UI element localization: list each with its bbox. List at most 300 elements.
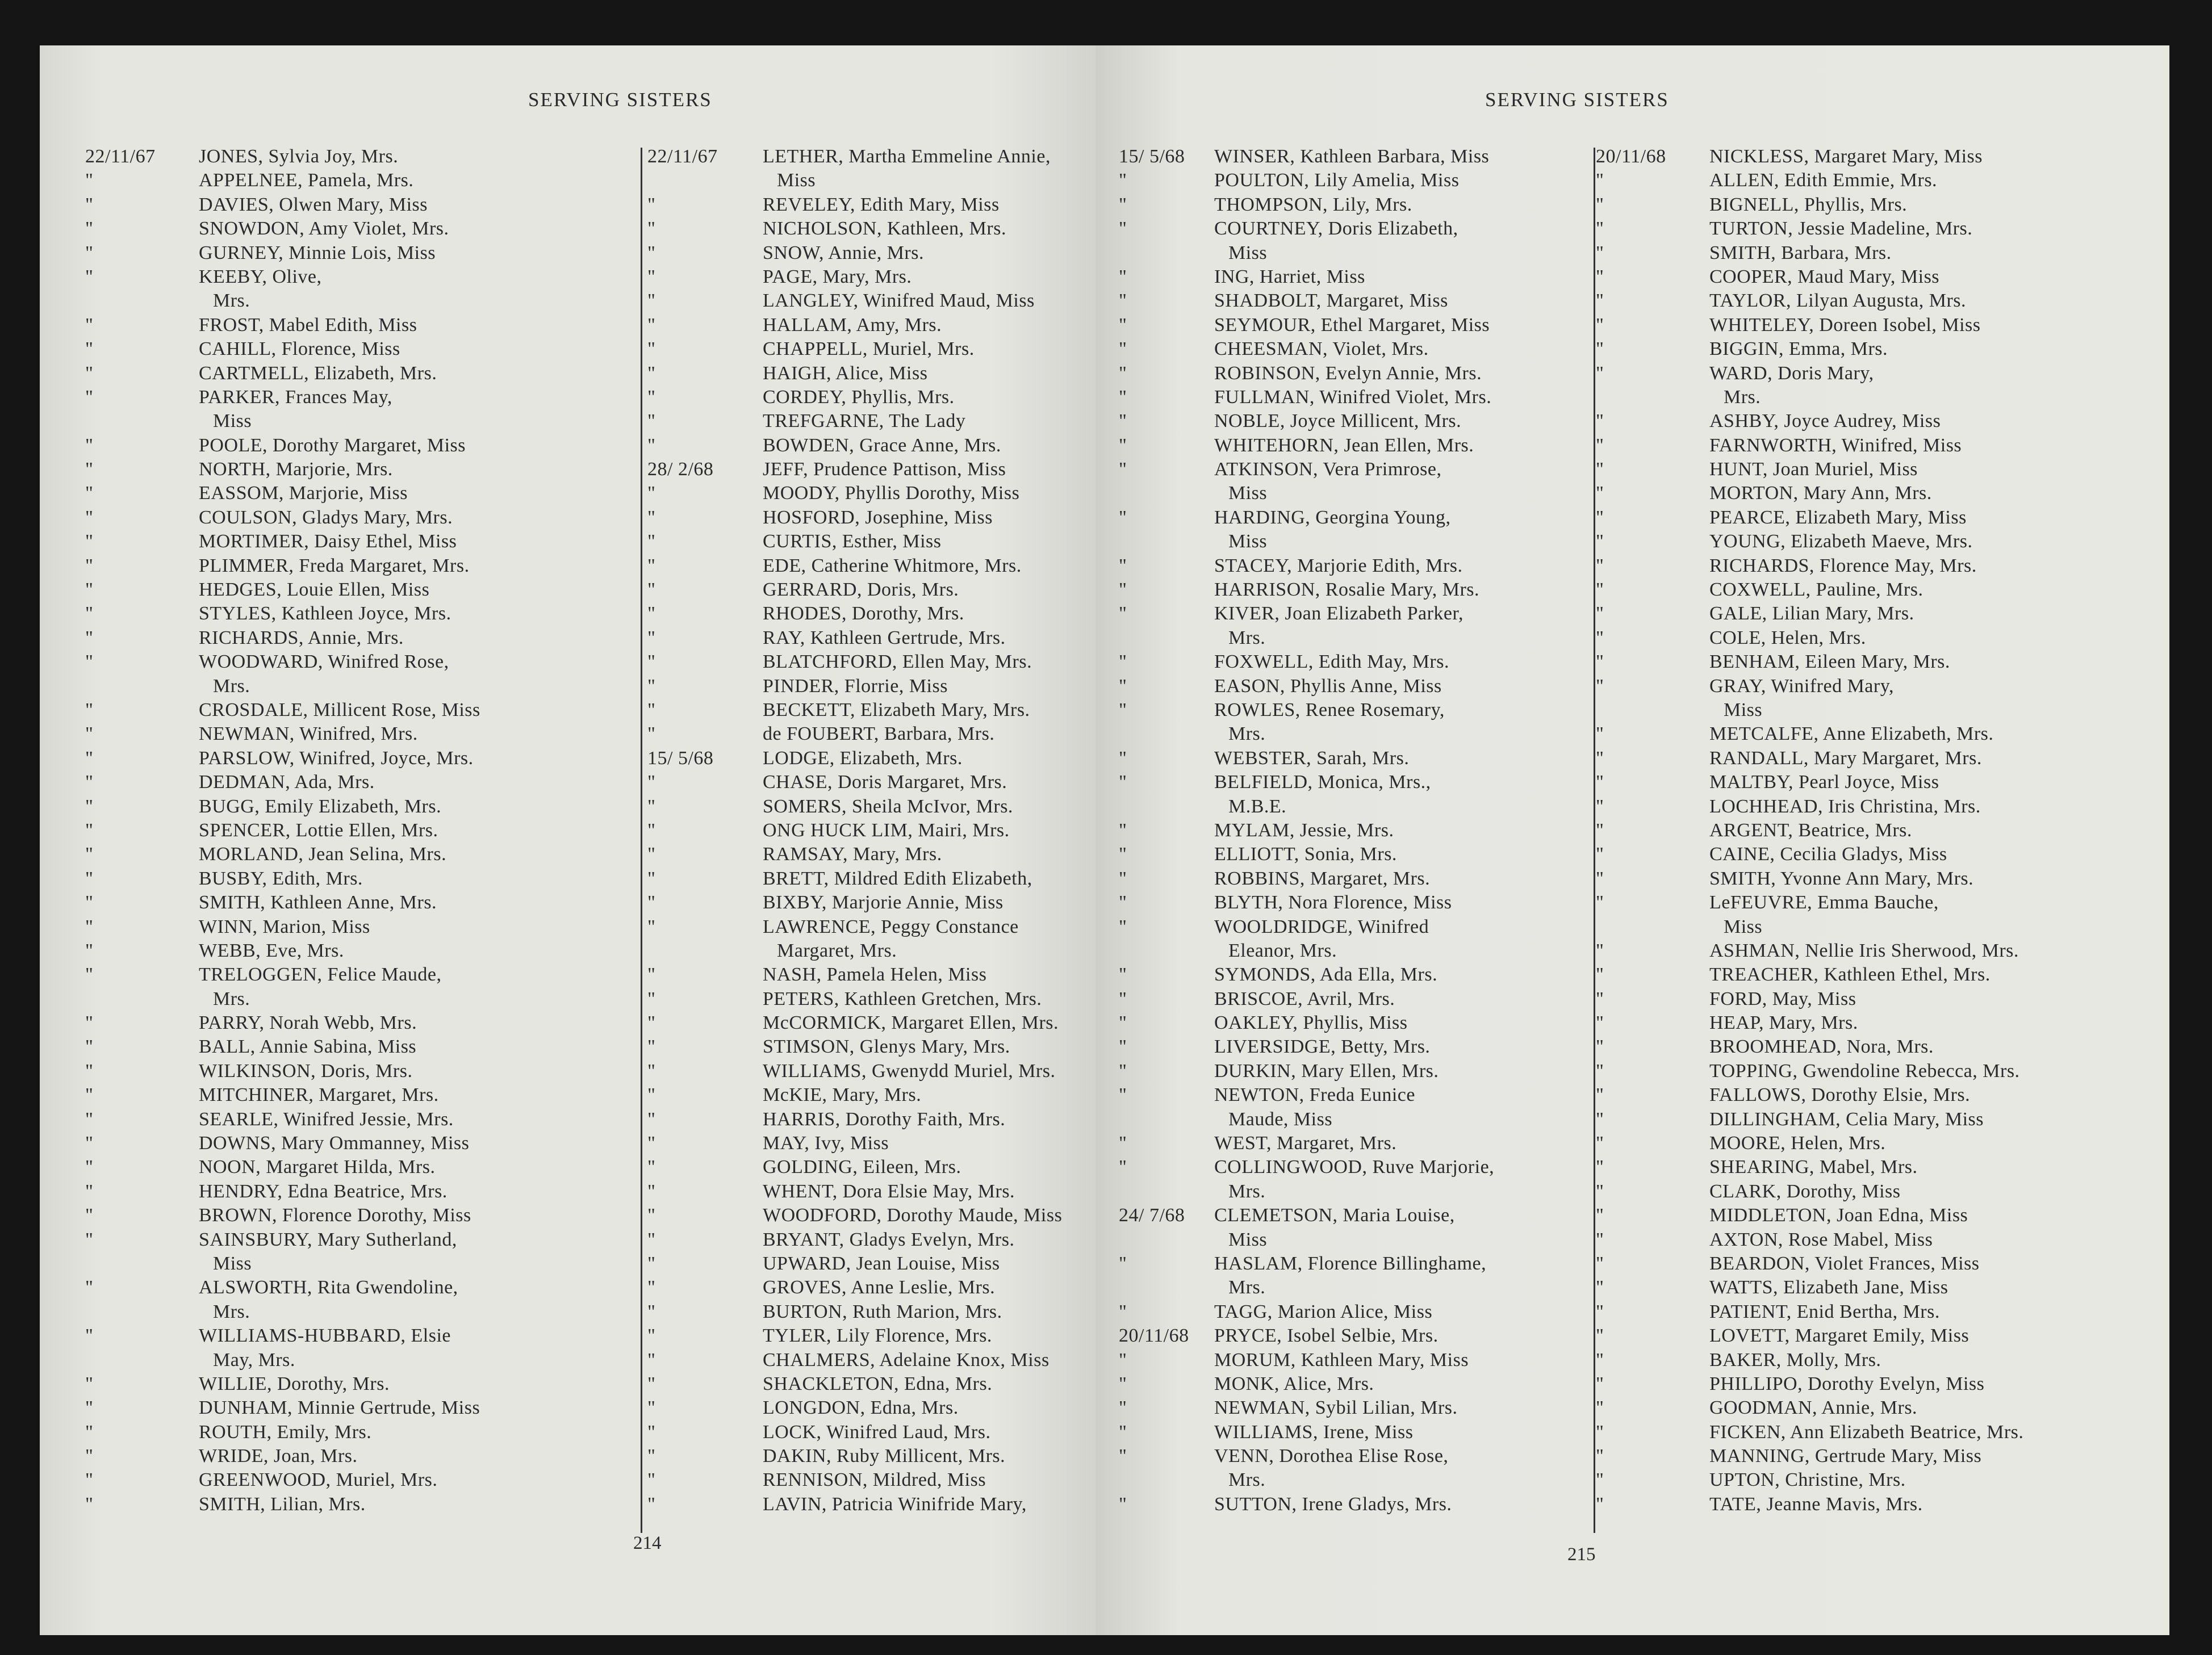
- entry-date: ": [85, 218, 94, 240]
- entry-continuation: Miss: [1228, 483, 1268, 504]
- entry-name: BENHAM, Eileen Mary, Mrs.: [1709, 651, 1950, 673]
- entry-date: ": [1119, 1036, 1127, 1058]
- entry-name: ING, Harriet, Miss: [1214, 266, 1365, 287]
- entry-name: McKIE, Mary, Mrs.: [763, 1084, 922, 1106]
- entry-date: ": [1119, 170, 1127, 191]
- entry-name: WHITEHORN, Jean Ellen, Mrs.: [1214, 434, 1474, 456]
- entry-date: ": [1119, 194, 1127, 215]
- entry-date: 20/11/68: [1119, 1325, 1189, 1347]
- entry-date: ": [1596, 1180, 1604, 1202]
- entry-name: SAINSBURY, Mary Sutherland,: [199, 1229, 457, 1250]
- entry-date: ": [647, 1180, 656, 1202]
- entry-name: LAWRENCE, Peggy Constance: [763, 916, 1019, 937]
- entry-continuation: Miss: [1724, 916, 1763, 937]
- entry-name: BRETT, Mildred Edith Elizabeth,: [763, 868, 1032, 889]
- entry-date: ": [85, 964, 94, 986]
- entry-continuation: Eleanor, Mrs.: [1228, 940, 1337, 961]
- entry-date: ": [85, 1157, 94, 1178]
- entry-continuation: Mrs.: [1228, 723, 1266, 745]
- entry-name: GALE, Lilian Mary, Mrs.: [1709, 603, 1914, 625]
- entry-name: LOCHHEAD, Iris Christina, Mrs.: [1709, 795, 1981, 817]
- entry-name: WARD, Doris Mary,: [1709, 362, 1874, 384]
- entry-date: ": [1119, 1493, 1127, 1515]
- entry-name: APPELNEE, Pamela, Mrs.: [199, 170, 414, 191]
- entry-date: ": [85, 723, 94, 745]
- entry-name: VENN, Dorothea Elise Rose,: [1214, 1445, 1449, 1467]
- entry-name: TRELOGGEN, Felice Maude,: [199, 964, 442, 986]
- entry-name: WILLIAMS-HUBBARD, Elsie: [199, 1325, 451, 1347]
- entry-date: ": [1119, 675, 1127, 697]
- entry-date: ": [1596, 1012, 1604, 1034]
- entry-continuation: Miss: [213, 410, 252, 432]
- entry-date: ": [1596, 1108, 1604, 1130]
- entry-date: ": [1596, 675, 1604, 697]
- entry-name: DOWNS, Mary Ommanney, Miss: [199, 1133, 470, 1154]
- entry-date: ": [1596, 844, 1604, 865]
- entry-date: ": [1596, 651, 1604, 673]
- entry-date: ": [85, 603, 94, 625]
- entry-date: ": [1596, 1325, 1604, 1347]
- entry-date: ": [1596, 338, 1604, 360]
- entry-continuation: Maude, Miss: [1228, 1108, 1333, 1130]
- entry-name: BROWN, Florence Dorothy, Miss: [199, 1205, 471, 1226]
- entry-name: FARNWORTH, Winifred, Miss: [1709, 434, 1962, 456]
- entry-name: BIGNELL, Phyllis, Mrs.: [1709, 194, 1908, 215]
- entry-continuation: Mrs.: [1228, 1180, 1266, 1202]
- entry-date: ": [85, 699, 94, 720]
- entry-name: STIMSON, Glenys Mary, Mrs.: [763, 1036, 1010, 1058]
- entry-name: LeFEUVRE, Emma Bauche,: [1709, 892, 1939, 914]
- entry-name: BURTON, Ruth Marion, Mrs.: [763, 1301, 1002, 1322]
- entry-name: TREFGARNE, The Lady: [763, 410, 966, 432]
- entry-name: FALLOWS, Dorothy Elsie, Mrs.: [1709, 1084, 1971, 1106]
- entry-date: ": [1596, 819, 1604, 841]
- entry-name: BOWDEN, Grace Anne, Mrs.: [763, 434, 1001, 456]
- entry-name: PRYCE, Isobel Selbie, Mrs.: [1214, 1325, 1439, 1347]
- entry-name: RICHARDS, Annie, Mrs.: [199, 627, 404, 648]
- entry-date: ": [1119, 338, 1127, 360]
- entry-date: ": [85, 819, 94, 841]
- entry-date: ": [1596, 747, 1604, 769]
- entry-name: FOXWELL, Edith May, Mrs.: [1214, 651, 1449, 673]
- entry-date: ": [1119, 1445, 1127, 1467]
- entry-date: ": [647, 1012, 656, 1034]
- entry-date: ": [1596, 795, 1604, 817]
- entry-date: ": [85, 868, 94, 889]
- entry-date: ": [647, 434, 656, 456]
- entry-date: ": [1596, 892, 1604, 914]
- entry-name: CHEESMAN, Violet, Mrs.: [1214, 338, 1429, 360]
- entry-date: ": [647, 579, 656, 601]
- entry-date: ": [85, 1397, 94, 1419]
- entry-name: MOORE, Helen, Mrs.: [1709, 1133, 1886, 1154]
- entry-date: ": [647, 1397, 656, 1419]
- entry-date: ": [1596, 506, 1604, 528]
- entry-date: ": [85, 434, 94, 456]
- entry-date: ": [1119, 1157, 1127, 1178]
- entry-name: MYLAM, Jessie, Mrs.: [1214, 819, 1394, 841]
- left-page: [40, 45, 1096, 1635]
- entry-date: ": [1119, 290, 1127, 312]
- entry-name: OAKLEY, Phyllis, Miss: [1214, 1012, 1408, 1034]
- entry-date: ": [85, 844, 94, 865]
- entry-date: ": [1596, 868, 1604, 889]
- entry-date: ": [85, 1325, 94, 1347]
- entry-name: SHEARING, Mabel, Mrs.: [1709, 1157, 1918, 1178]
- entry-date: ": [1596, 314, 1604, 336]
- entry-date: ": [1119, 362, 1127, 384]
- entry-name: PARRY, Norah Webb, Mrs.: [199, 1012, 417, 1034]
- entry-name: BIXBY, Marjorie Annie, Miss: [763, 892, 1003, 914]
- entry-name: ROBBINS, Margaret, Mrs.: [1214, 868, 1431, 889]
- entry-name: HEAP, Mary, Mrs.: [1709, 1012, 1858, 1034]
- entry-name: LONGDON, Edna, Mrs.: [763, 1397, 959, 1419]
- entry-name: TURTON, Jessie Madeline, Mrs.: [1709, 218, 1973, 240]
- entry-date: ": [647, 506, 656, 528]
- entry-continuation: Miss: [213, 1252, 252, 1274]
- entry-name: TATE, Jeanne Mavis, Mrs.: [1709, 1493, 1923, 1515]
- entry-date: ": [1119, 964, 1127, 986]
- entry-name: ALSWORTH, Rita Gwendoline,: [199, 1277, 458, 1298]
- entry-date: 22/11/67: [85, 146, 156, 167]
- entry-name: HOSFORD, Josephine, Miss: [763, 506, 993, 528]
- column-rule: [1594, 148, 1595, 1533]
- entry-name: LOCK, Winifred Laud, Mrs.: [763, 1421, 991, 1443]
- entry-name: STYLES, Kathleen Joyce, Mrs.: [199, 603, 451, 625]
- entry-name: YOUNG, Elizabeth Maeve, Mrs.: [1709, 531, 1973, 552]
- entry-name: FORD, May, Miss: [1709, 988, 1856, 1009]
- entry-date: ": [85, 362, 94, 384]
- entry-name: CHASE, Doris Margaret, Mrs.: [763, 772, 1007, 793]
- entry-name: SMITH, Yvonne Ann Mary, Mrs.: [1709, 868, 1974, 889]
- entry-date: ": [647, 1373, 656, 1394]
- entry-name: RANDALL, Mary Margaret, Mrs.: [1709, 747, 1982, 769]
- entry-name: LODGE, Elizabeth, Mrs.: [763, 747, 963, 769]
- right-page: [1096, 45, 2169, 1635]
- entry-date: ": [85, 1036, 94, 1058]
- entry-date: ": [1119, 1133, 1127, 1154]
- entry-name: PEARCE, Elizabeth Mary, Miss: [1709, 506, 1967, 528]
- entry-name: ROWLES, Renee Rosemary,: [1214, 699, 1445, 720]
- entry-date: ": [85, 1060, 94, 1082]
- entry-name: NEWMAN, Winifred, Mrs.: [199, 723, 418, 745]
- entry-date: ": [647, 314, 656, 336]
- entry-name: ATKINSON, Vera Primrose,: [1214, 459, 1442, 480]
- entry-name: McCORMICK, Margaret Ellen, Mrs.: [763, 1012, 1059, 1034]
- entry-date: ": [647, 988, 656, 1009]
- entry-date: ": [1119, 1012, 1127, 1034]
- entry-name: THOMPSON, Lily, Mrs.: [1214, 194, 1412, 215]
- entry-name: DUNHAM, Minnie Gertrude, Miss: [199, 1397, 480, 1419]
- entry-name: GOLDING, Eileen, Mrs.: [763, 1157, 961, 1178]
- entry-name: COLE, Helen, Mrs.: [1709, 627, 1866, 648]
- entry-continuation: Miss: [1228, 242, 1268, 263]
- entry-name: de FOUBERT, Barbara, Mrs.: [763, 723, 995, 745]
- entry-date: ": [1596, 170, 1604, 191]
- entry-name: MALTBY, Pearl Joyce, Miss: [1709, 772, 1939, 793]
- entry-date: ": [85, 772, 94, 793]
- entry-date: ": [647, 795, 656, 817]
- entry-date: ": [1119, 916, 1127, 937]
- entry-date: ": [85, 242, 94, 263]
- entry-name: SNOW, Annie, Mrs.: [763, 242, 924, 263]
- entry-name: HALLAM, Amy, Mrs.: [763, 314, 942, 336]
- entry-date: ": [85, 1469, 94, 1491]
- running-head-left: SERVING SISTERS: [528, 89, 712, 111]
- entry-date: ": [1596, 194, 1604, 215]
- entry-date: ": [1119, 1349, 1127, 1371]
- entry-name: MOODY, Phyllis Dorothy, Miss: [763, 483, 1020, 504]
- entry-name: CAHILL, Florence, Miss: [199, 338, 400, 360]
- entry-date: ": [1596, 1205, 1604, 1226]
- entry-name: WOODFORD, Dorothy Maude, Miss: [763, 1205, 1063, 1226]
- entry-name: WILLIAMS, Gwenydd Muriel, Mrs.: [763, 1060, 1056, 1082]
- entry-name: HENDRY, Edna Beatrice, Mrs.: [199, 1180, 448, 1202]
- entry-date: ": [1119, 844, 1127, 865]
- entry-date: ": [1119, 1060, 1127, 1082]
- entry-name: PETERS, Kathleen Gretchen, Mrs.: [763, 988, 1042, 1009]
- entry-date: ": [1119, 459, 1127, 480]
- entry-name: COXWELL, Pauline, Mrs.: [1709, 579, 1924, 601]
- entry-date: ": [85, 1421, 94, 1443]
- entry-name: TREACHER, Kathleen Ethel, Mrs.: [1709, 964, 1991, 986]
- entry-date: ": [647, 1229, 656, 1250]
- entry-continuation: Mrs.: [1724, 386, 1761, 408]
- entry-date: ": [647, 1252, 656, 1274]
- entry-date: ": [647, 1349, 656, 1371]
- entry-date: ": [647, 386, 656, 408]
- entry-name: SPENCER, Lottie Ellen, Mrs.: [199, 819, 438, 841]
- entry-date: ": [647, 868, 656, 889]
- entry-date: ": [1596, 1421, 1604, 1443]
- entry-name: PAGE, Mary, Mrs.: [763, 266, 912, 287]
- entry-name: WHITELEY, Doreen Isobel, Miss: [1709, 314, 1981, 336]
- page-number-left: 214: [633, 1533, 662, 1553]
- entry-date: ": [85, 1445, 94, 1467]
- entry-date: ": [1119, 434, 1127, 456]
- entry-date: 20/11/68: [1596, 146, 1666, 167]
- entry-name: MAY, Ivy, Miss: [763, 1133, 889, 1154]
- entry-name: TAYLOR, Lilyan Augusta, Mrs.: [1709, 290, 1967, 312]
- entry-name: DILLINGHAM, Celia Mary, Miss: [1709, 1108, 1984, 1130]
- entry-name: BROOMHEAD, Nora, Mrs.: [1709, 1036, 1934, 1058]
- entry-name: FICKEN, Ann Elizabeth Beatrice, Mrs.: [1709, 1421, 2024, 1443]
- entry-date: ": [647, 483, 656, 504]
- entry-name: PLIMMER, Freda Margaret, Mrs.: [199, 555, 470, 576]
- entry-date: ": [647, 218, 656, 240]
- entry-name: SOMERS, Sheila McIvor, Mrs.: [763, 795, 1013, 817]
- entry-name: BUGG, Emily Elizabeth, Mrs.: [199, 795, 442, 817]
- entry-name: LAVIN, Patricia Winifride Mary,: [763, 1493, 1027, 1515]
- entry-date: ": [1596, 459, 1604, 480]
- entry-date: ": [647, 194, 656, 215]
- entry-date: ": [85, 338, 94, 360]
- entry-name: COULSON, Gladys Mary, Mrs.: [199, 506, 453, 528]
- entry-name: COLLINGWOOD, Ruve Marjorie,: [1214, 1157, 1495, 1178]
- entry-date: ": [647, 1084, 656, 1106]
- entry-name: MORUM, Kathleen Mary, Miss: [1214, 1349, 1469, 1371]
- entry-name: GROVES, Anne Leslie, Mrs.: [763, 1277, 996, 1298]
- entry-name: NORTH, Marjorie, Mrs.: [199, 459, 393, 480]
- entry-continuation: Mrs.: [213, 988, 250, 1009]
- entry-name: SMITH, Kathleen Anne, Mrs.: [199, 892, 437, 914]
- entry-name: WINN, Marion, Miss: [199, 916, 370, 937]
- entry-name: UPWARD, Jean Louise, Miss: [763, 1252, 1000, 1274]
- entry-name: ARGENT, Beatrice, Mrs.: [1709, 819, 1912, 841]
- entry-continuation: May, Mrs.: [213, 1349, 295, 1371]
- entry-name: RAY, Kathleen Gertrude, Mrs.: [763, 627, 1006, 648]
- entry-name: ASHMAN, Nellie Iris Sherwood, Mrs.: [1709, 940, 2019, 961]
- entry-date: ": [647, 338, 656, 360]
- entry-date: ": [1596, 1469, 1604, 1491]
- entry-date: ": [647, 1445, 656, 1467]
- entry-name: WILKINSON, Doris, Mrs.: [199, 1060, 413, 1082]
- entry-name: BRISCOE, Avril, Mrs.: [1214, 988, 1395, 1009]
- entry-date: ": [647, 892, 656, 914]
- entry-name: HUNT, Joan Muriel, Miss: [1709, 459, 1918, 480]
- entry-date: ": [85, 194, 94, 215]
- entry-name: BEARDON, Violet Frances, Miss: [1709, 1252, 1980, 1274]
- entry-name: JEFF, Prudence Pattison, Miss: [763, 459, 1006, 480]
- entry-date: ": [1596, 1373, 1604, 1394]
- entry-date: ": [1596, 940, 1604, 961]
- entry-name: ELLIOTT, Sonia, Mrs.: [1214, 844, 1397, 865]
- entry-name: EASON, Phyllis Anne, Miss: [1214, 675, 1442, 697]
- entry-date: ": [1596, 1229, 1604, 1250]
- entry-date: ": [1119, 579, 1127, 601]
- entry-date: ": [1119, 868, 1127, 889]
- entry-date: ": [1119, 651, 1127, 673]
- entry-name: SYMONDS, Ada Ella, Mrs.: [1214, 964, 1438, 986]
- entry-name: NASH, Pamela Helen, Miss: [763, 964, 987, 986]
- entry-name: LIVERSIDGE, Betty, Mrs.: [1214, 1036, 1431, 1058]
- entry-date: ": [647, 242, 656, 263]
- page-number-right: 215: [1567, 1544, 1596, 1565]
- entry-date: ": [85, 651, 94, 673]
- entry-date: ": [1596, 242, 1604, 263]
- entry-date: ": [85, 579, 94, 601]
- entry-date: ": [85, 1493, 94, 1515]
- entry-name: HARDING, Georgina Young,: [1214, 506, 1451, 528]
- entry-name: RAMSAY, Mary, Mrs.: [763, 844, 942, 865]
- entry-date: ": [1596, 362, 1604, 384]
- entry-date: ": [1596, 1493, 1604, 1515]
- entry-name: LANGLEY, Winifred Maud, Miss: [763, 290, 1035, 312]
- entry-date: ": [1596, 266, 1604, 287]
- entry-date: ": [85, 1277, 94, 1298]
- entry-name: GRAY, Winifred Mary,: [1709, 675, 1895, 697]
- entry-date: ": [647, 723, 656, 745]
- entry-name: SEYMOUR, Ethel Margaret, Miss: [1214, 314, 1490, 336]
- entry-date: ": [85, 314, 94, 336]
- entry-name: NEWTON, Freda Eunice: [1214, 1084, 1415, 1106]
- entry-date: ": [1596, 723, 1604, 745]
- entry-date: ": [85, 1012, 94, 1034]
- entry-date: ": [647, 916, 656, 937]
- entry-name: BIGGIN, Emma, Mrs.: [1709, 338, 1888, 360]
- entry-name: WEST, Margaret, Mrs.: [1214, 1133, 1397, 1154]
- entry-date: ": [1596, 603, 1604, 625]
- entry-name: WEBB, Eve, Mrs.: [199, 940, 344, 961]
- entry-name: PARKER, Frances May,: [199, 386, 392, 408]
- running-head-right: SERVING SISTERS: [1485, 89, 1669, 111]
- entry-continuation: Mrs.: [1228, 1469, 1266, 1491]
- entry-date: ": [1596, 410, 1604, 432]
- entry-date: ": [1119, 506, 1127, 528]
- entry-date: ": [1119, 1084, 1127, 1106]
- entry-date: ": [1596, 483, 1604, 504]
- entry-name: STACEY, Marjorie Edith, Mrs.: [1214, 555, 1463, 576]
- entry-date: ": [85, 940, 94, 961]
- entry-date: ": [1119, 1397, 1127, 1419]
- entry-date: ": [1596, 1252, 1604, 1274]
- entry-name: CARTMELL, Elizabeth, Mrs.: [199, 362, 437, 384]
- entry-name: EDE, Catherine Whitmore, Mrs.: [763, 555, 1022, 576]
- entry-name: TYLER, Lily Florence, Mrs.: [763, 1325, 992, 1347]
- entry-date: ": [1119, 1373, 1127, 1394]
- entry-date: 15/ 5/68: [647, 747, 714, 769]
- entry-name: WATTS, Elizabeth Jane, Miss: [1709, 1277, 1948, 1298]
- entry-date: 15/ 5/68: [1119, 146, 1185, 167]
- entry-continuation: Mrs.: [213, 290, 250, 312]
- entry-date: ": [1596, 988, 1604, 1009]
- entry-name: PATIENT, Enid Bertha, Mrs.: [1709, 1301, 1940, 1322]
- entry-date: ": [647, 1301, 656, 1322]
- entry-continuation: M.B.E.: [1228, 795, 1287, 817]
- entry-date: ": [647, 844, 656, 865]
- entry-date: ": [647, 1108, 656, 1130]
- entry-date: ": [1596, 579, 1604, 601]
- entry-name: BLATCHFORD, Ellen May, Mrs.: [763, 651, 1032, 673]
- entry-date: ": [647, 1036, 656, 1058]
- entry-date: ": [1119, 1301, 1127, 1322]
- entry-name: ALLEN, Edith Emmie, Mrs.: [1709, 170, 1938, 191]
- entry-name: BRYANT, Gladys Evelyn, Mrs.: [763, 1229, 1015, 1250]
- entry-name: COOPER, Maud Mary, Miss: [1709, 266, 1940, 287]
- entry-date: ": [647, 772, 656, 793]
- entry-date: ": [647, 603, 656, 625]
- entry-date: ": [1596, 1157, 1604, 1178]
- entry-name: METCALFE, Anne Elizabeth, Mrs.: [1709, 723, 1994, 745]
- entry-date: ": [1119, 314, 1127, 336]
- entry-name: MONK, Alice, Mrs.: [1214, 1373, 1374, 1394]
- entry-name: BALL, Annie Sabina, Miss: [199, 1036, 417, 1058]
- entry-name: NOON, Margaret Hilda, Mrs.: [199, 1157, 436, 1178]
- entry-name: CHAPPELL, Muriel, Mrs.: [763, 338, 975, 360]
- entry-date: ": [1596, 531, 1604, 552]
- entry-date: ": [1119, 218, 1127, 240]
- entry-continuation: Mrs.: [1228, 1277, 1266, 1298]
- entry-date: ": [85, 506, 94, 528]
- entry-name: BUSBY, Edith, Mrs.: [199, 868, 363, 889]
- entry-date: ": [85, 555, 94, 576]
- entry-name: WINSER, Kathleen Barbara, Miss: [1214, 146, 1490, 167]
- entry-date: ": [647, 1277, 656, 1298]
- entry-date: ": [1119, 819, 1127, 841]
- entry-name: JONES, Sylvia Joy, Mrs.: [199, 146, 399, 167]
- entry-name: LOVETT, Margaret Emily, Miss: [1709, 1325, 1970, 1347]
- entry-continuation: Margaret, Mrs.: [777, 940, 897, 961]
- entry-date: ": [647, 290, 656, 312]
- entry-continuation: Mrs.: [213, 675, 250, 697]
- entry-name: UPTON, Christine, Mrs.: [1709, 1469, 1906, 1491]
- entry-name: LETHER, Martha Emmeline Annie,: [763, 146, 1051, 167]
- entry-name: WEBSTER, Sarah, Mrs.: [1214, 747, 1410, 769]
- entry-name: EASSOM, Marjorie, Miss: [199, 483, 408, 504]
- entry-name: TAGG, Marion Alice, Miss: [1214, 1301, 1433, 1322]
- entry-name: GURNEY, Minnie Lois, Miss: [199, 242, 436, 263]
- entry-date: ": [1119, 699, 1127, 720]
